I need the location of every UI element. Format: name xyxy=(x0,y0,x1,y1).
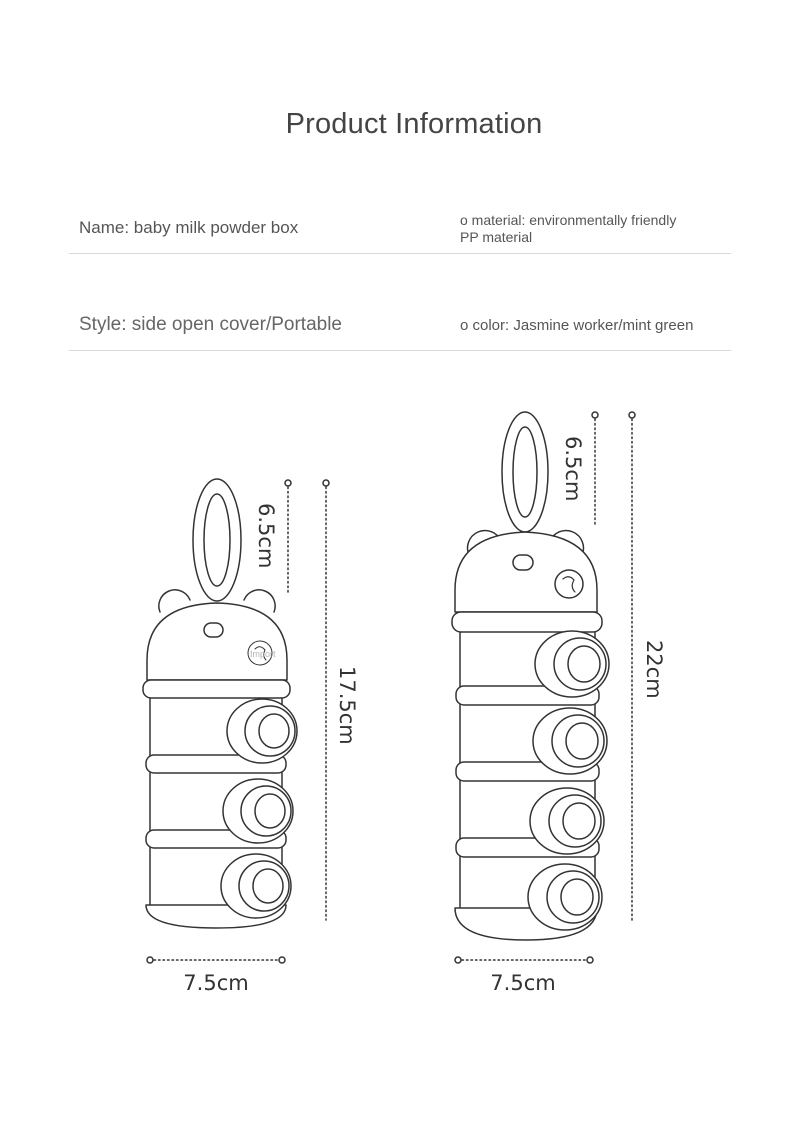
small-opening-1 xyxy=(227,699,297,763)
large-lid-band xyxy=(452,612,602,632)
small-lid-band xyxy=(143,680,290,698)
small-ear-height-label: 6.5cm xyxy=(254,503,278,569)
large-width-label: 7.5cm xyxy=(490,971,556,995)
product-style: Style: side open cover/Portable xyxy=(79,314,342,335)
small-bear-head xyxy=(147,590,287,680)
large-opening-2 xyxy=(533,708,607,774)
large-ear-dimension-line xyxy=(592,412,598,524)
small-width-label: 7.5cm xyxy=(183,971,249,995)
large-opening-1 xyxy=(535,631,609,697)
small-opening-3 xyxy=(221,854,291,918)
large-width-dimension-line xyxy=(455,957,593,963)
material-line-2: PP material xyxy=(460,229,533,245)
large-bear-head xyxy=(455,531,597,612)
page-title: Product Information xyxy=(285,108,543,140)
large-opening-3 xyxy=(530,788,604,854)
small-ear-dimension-line xyxy=(285,480,291,594)
small-height-dimension-line xyxy=(323,480,329,920)
material-line-1: o material: environmentally friendly xyxy=(460,212,677,228)
small-opening-2 xyxy=(223,779,293,843)
large-total-height-label: 22cm xyxy=(642,640,666,699)
small-stamp-text: Import xyxy=(250,649,276,659)
small-total-height-label: 17.5cm xyxy=(335,666,359,745)
large-ear-height-label: 6.5cm xyxy=(561,436,585,502)
small-ear-handle xyxy=(193,479,241,601)
product-name: Name: baby milk powder box xyxy=(79,218,299,237)
product-color: o color: Jasmine worker/mint green xyxy=(460,317,694,334)
large-ear-handle xyxy=(502,412,548,532)
large-opening-4 xyxy=(528,864,602,930)
small-width-dimension-line xyxy=(147,957,285,963)
large-height-dimension-line xyxy=(629,412,635,922)
